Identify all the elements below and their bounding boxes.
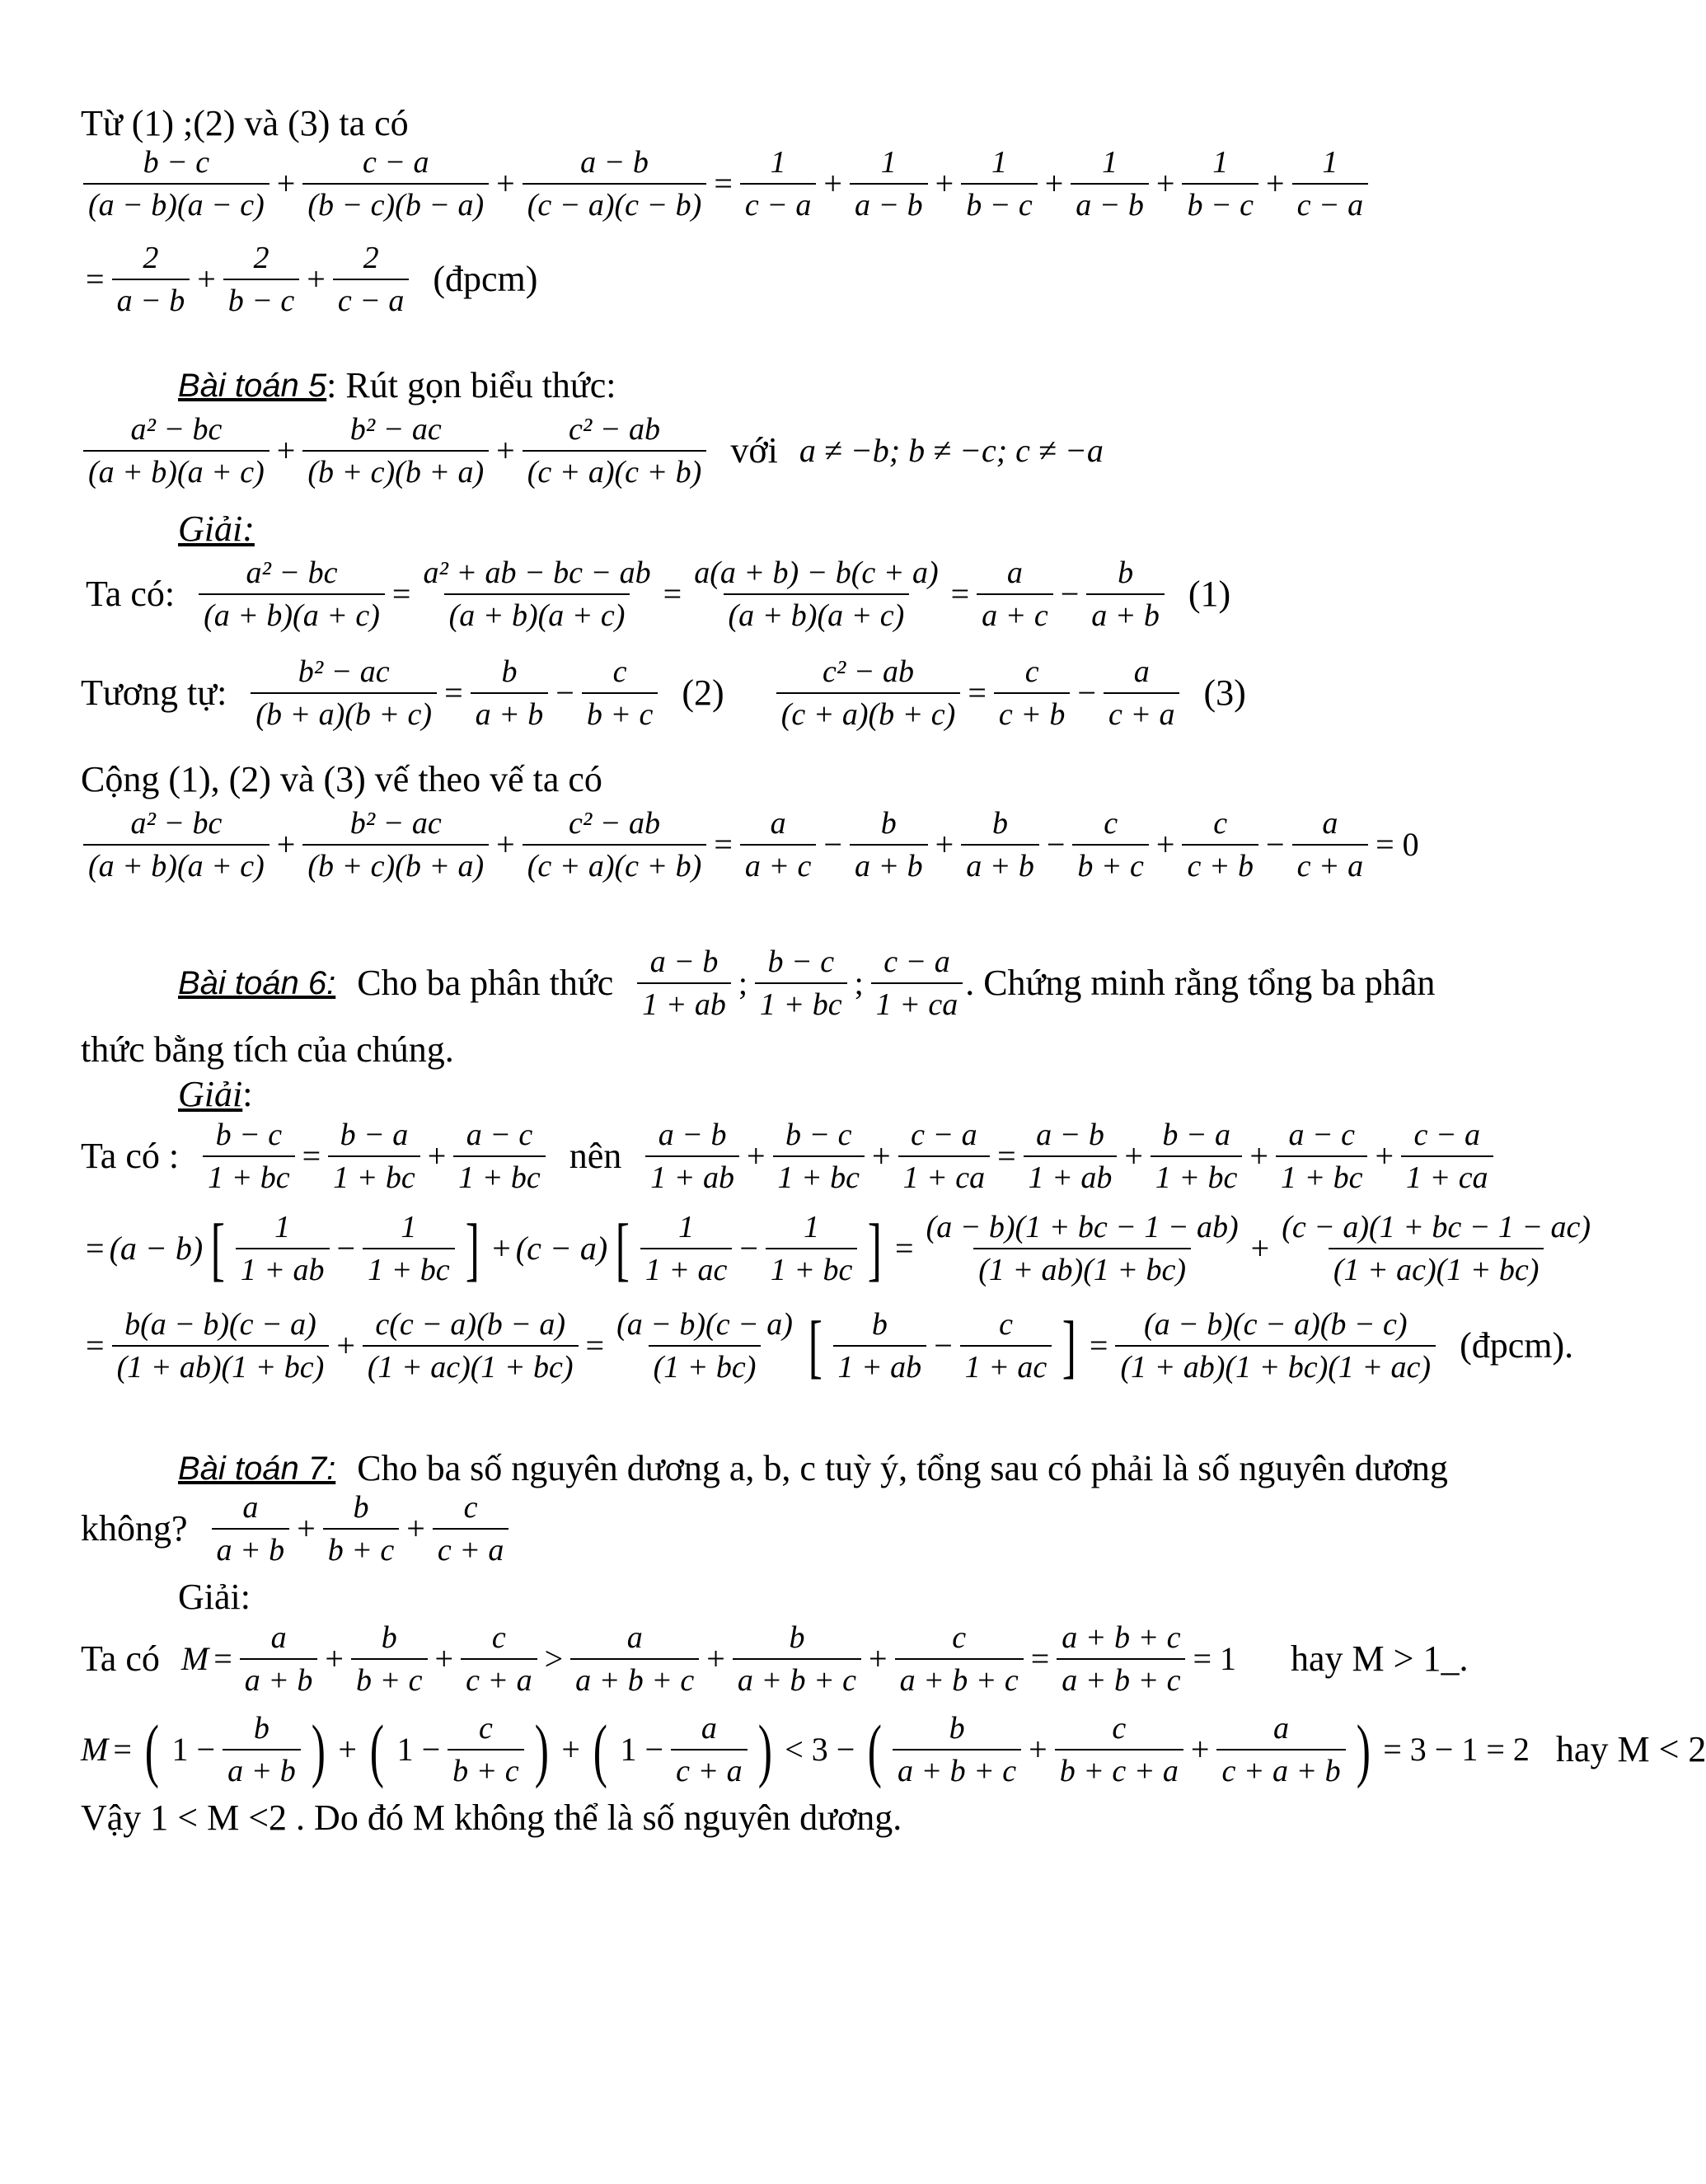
fraction: $\frac{\text{c² − ab}}{(c + a)(b + c)}$	[776, 656, 961, 730]
fraction: $\frac{a(a + b) - b(c + a)}{(a + b)(a + c)}$	[694, 555, 939, 633]
fraction: $\frac{c}{b + c}$	[448, 1713, 524, 1787]
fraction: $\frac{\text{b² − ac}}{(b + c)(b + a)}$	[302, 808, 489, 882]
p7-intro: Bài toán 7: Cho ba số nguyên dương a, b, c tuỳ ý, tổng sau có phải là số nguyên dương	[178, 1448, 1448, 1488]
p5-tuongtu: Tương tự:	[81, 673, 227, 713]
fraction: $\frac{a + b + c}{a + b + c}$	[1057, 1622, 1185, 1696]
fraction: $\frac{\text{b² − ac}}{(b + a)(b + c)}$	[251, 656, 437, 730]
fraction: $\frac{c}{c + a}$	[433, 1492, 509, 1566]
fraction: $\frac{1}{1 + bc}$	[363, 1212, 455, 1286]
fraction: $\frac{1}{a - b}$	[1071, 147, 1149, 221]
p6-line1: Ta có : $\frac{b - c}{1 + bc}$ = $\frac{b - a}{1 + bc}$ + $\frac{a - c}{1 + bc}$ nên $\frac{a - b}{1 + ab}$ + $\frac{b - c}{1 + bc}$ + $\frac{c - a}{1 + ca}$ = $\frac{a - b}{1 + ab}$ + $\frac{b - a}{1 + bc}$ + $\frac{a - c}{1 + bc}$ + $\frac{c - a}{1 + ca}$	[81, 1119, 1496, 1193]
fraction: $\frac{a - c}{1 + bc}$	[453, 1119, 546, 1193]
fraction: $\frac{1}{c - a}$	[1292, 147, 1369, 221]
p6-line3: = $\frac{b(a - b)(c - a)}{(1 + ab)(1 + bc)}$ + $\frac{c(c - a)(b - a)}{(1 + ac)(1 + bc)}$ = $\frac{(a - b)(c - a)}{(1 + bc)}$ [ $\frac{b}{1 + ab}$ − $\frac{c}{1 + ac}$ ] = $\frac{(a - b)(c - a)(b - c)}{(1 + ab)(1 + bc)(1 + ac)}$ (đpcm).	[86, 1306, 1574, 1385]
fraction: $\frac{b}{b + c}$	[323, 1492, 400, 1566]
fraction: $\frac{c}{1 + ac}$	[960, 1309, 1052, 1383]
fraction: $\frac{\text{c² − ab}}{(c + a)(c + b)}$	[523, 414, 707, 488]
p7-conclusion: Vậy 1 < M <2 . Do đó M không thể là số nguyên dương.	[81, 1797, 902, 1838]
eq-tag: (2)	[682, 673, 724, 713]
fraction: $\frac{(a - b)(c - a)}{(1 + bc)}$	[616, 1307, 793, 1385]
fraction: $\frac{c}{b + c + a}$	[1055, 1713, 1183, 1787]
fraction: $\frac{a - c}{1 + bc}$	[1276, 1119, 1368, 1193]
fraction: $\frac{b}{1 + ab}$	[833, 1309, 927, 1383]
p6-intro2: thức bằng tích của chúng.	[81, 1029, 454, 1070]
p5-condition: a ≠ −b; b ≠ −c; c ≠ −a	[799, 432, 1104, 469]
eq-tag: (1)	[1188, 574, 1231, 614]
fraction: $\frac{\text{a² + ab − bc − ab}}{(a + b)(a + c)}$	[423, 555, 651, 633]
fraction: $\frac{b - c}{1 + bc}$	[755, 946, 847, 1020]
fraction: $\frac{1}{b - c}$	[961, 147, 1038, 221]
p5-heading	[178, 365, 616, 405]
fraction: $\frac{c}{b + c}$	[582, 656, 658, 730]
fraction: $\frac{a}{a + c}$	[740, 808, 817, 882]
dpcm-label: (đpcm).	[1460, 1325, 1574, 1366]
fraction: $\frac{b - c}{1 + bc}$	[203, 1119, 295, 1193]
fraction: $\frac{c - a}{1 + ca}$	[871, 946, 963, 1020]
fraction: $\frac{\text{c² − ab}}{(c + a)(c + b)}$	[523, 808, 707, 882]
p6-line2: = (a − b) [ $\frac{1}{1 + ab}$ − $\frac{1}{1 + bc}$ ] + (c − a) [ $\frac{1}{1 + ac}$ − $\frac{1}{1 + bc}$ ] = $\frac{(a - b)(1 + bc - 1 - ab)}{(1 + ab)(1 + bc)}$ + $\frac{(c - a)(1 + bc - 1 - ac)}{(1 + ac)(1 + bc)}$	[81, 1212, 1598, 1286]
p5-line1: Ta có: $\frac{\text{a² − bc}}{(a + b)(a + c)}$ = $\frac{\text{a² + ab − bc − ab}}{(a + b)(a + c)}$ = $\frac{a(a + b) - b(c + a)}{(a + b)(a + c)}$ = $\frac{a}{a + c}$ − $\frac{b}{a + b}$ (1)	[86, 555, 1231, 633]
fraction: $\frac{c - a}{1 + ca}$	[1401, 1119, 1493, 1193]
fraction: $\frac{b}{a + b}$	[961, 808, 1039, 882]
fraction: $\frac{a}{c + a}$	[1292, 808, 1369, 882]
fraction: $\frac{b}{a + b}$	[471, 656, 549, 730]
p5-title: : Rút gọn biểu thức:	[326, 365, 616, 405]
fraction: $\frac{1}{b - c}$	[1182, 147, 1258, 221]
p5-heading-label: Bài toán 5	[178, 368, 327, 404]
fraction: $\frac{1}{1 + ab}$	[236, 1212, 330, 1286]
fraction: $\frac{a}{a + b}$	[240, 1622, 318, 1696]
fraction: $\frac{c(c - a)(b - a)}{(1 + ac)(1 + bc)}$	[363, 1309, 579, 1383]
fraction: $\frac{b}{a + b}$	[223, 1713, 301, 1787]
fraction: $\frac{c}{a + b + c}$	[895, 1622, 1024, 1696]
fraction: $\frac{1}{a - b}$	[850, 147, 928, 221]
fraction: $\frac{1}{1 + ac}$	[640, 1212, 733, 1286]
fraction: $\frac{a - b}{(c - a)(c - b)}$	[523, 147, 707, 221]
fraction: $\frac{a}{c + a}$	[671, 1713, 748, 1787]
fraction: $\frac{(a - b)(1 + bc - 1 - ab)}{(1 + ab)(1 + bc)}$	[926, 1210, 1239, 1287]
p5-zero: = 0	[1376, 826, 1419, 863]
fraction: $\frac{c}{c + a}$	[461, 1622, 537, 1696]
fraction: $\frac{c}{b + c}$	[1072, 808, 1149, 882]
fraction: $\frac{1}{c - a}$	[740, 147, 817, 221]
fraction: $\frac{a}{c + a}$	[1104, 656, 1180, 730]
fraction: $\frac{a}{a + b}$	[212, 1492, 290, 1566]
fraction: $\frac{b - c}{1 + bc}$	[773, 1119, 865, 1193]
p5-giai: Giải:	[178, 509, 255, 549]
s1-line1: $\frac{b - c}{(a - b)(a - c)}$ + $\frac{c - a}{(b - c)(b - a)}$ + $\frac{a - b}{(c - a)(c - b)}$ = $\frac{1}{c - a}$ + $\frac{1}{a - b}$ + $\frac{1}{b - c}$ + $\frac{1}{a - b}$ + $\frac{1}{b - c}$ + $\frac{1}{c - a}$	[81, 147, 1371, 221]
fraction: $\frac{b - a}{1 + bc}$	[1151, 1119, 1243, 1193]
fraction: $\frac{b - a}{1 + bc}$	[328, 1119, 420, 1193]
p7-line1: Ta có M = $\frac{a}{a + b}$ + $\frac{b}{b + c}$ + $\frac{c}{c + a}$ > $\frac{a}{a + b + c}$ + $\frac{b}{a + b + c}$ + $\frac{c}{a + b + c}$ = $\frac{a + b + c}{a + b + c}$ = 1 hay M > 1 _.	[81, 1620, 1469, 1698]
p5-line2: Tương tự: $\frac{\text{b² − ac}}{(b + a)(b + c)}$ = $\frac{b}{a + b}$ − $\frac{c}{b + c}$ (2) $\frac{\text{c² − ab}}{(c + a)(b + c)}$ = $\frac{c}{c + b}$ − $\frac{a}{c + a}$ (3)	[81, 654, 1246, 732]
fraction: $\frac{a - b}{1 + ab}$	[1024, 1119, 1118, 1193]
fraction: $\frac{2}{c - a}$	[333, 242, 410, 316]
fraction: $\frac{c}{c + b}$	[1182, 808, 1258, 882]
fraction: $\frac{b}{a + b + c}$	[733, 1622, 861, 1696]
p5-cong: Cộng (1), (2) và (3) vế theo vế ta có	[81, 759, 602, 799]
p7-giai: Giải:	[178, 1577, 251, 1617]
p7-heading: Bài toán 7:	[178, 1451, 336, 1487]
fraction: $\frac{2}{a - b}$	[112, 242, 190, 316]
p5-taco: Ta có:	[86, 574, 176, 614]
s1-intro: Từ (1) ;(2) và (3) ta có	[81, 103, 409, 143]
p6-giai: Giải :	[178, 1074, 253, 1114]
fraction: $\frac{a}{c + a + b}$	[1216, 1713, 1345, 1787]
fraction: $\frac{(a - b)(c - a)(b - c)}{(1 + ab)(1 + bc)(1 + ac)}$	[1115, 1309, 1436, 1383]
fraction: $\frac{1}{1 + bc}$	[766, 1212, 858, 1286]
fraction: $\frac{b - c}{(a - b)(a - c)}$	[83, 147, 269, 221]
fraction: $\frac{b}{a + b + c}$	[893, 1713, 1021, 1787]
fraction: $\frac{\text{a² − bc}}{(a + b)(a + c)}$	[199, 557, 385, 631]
fraction: $\frac{b}{b + c}$	[351, 1622, 428, 1696]
fraction: $\frac{\text{a² − bc}}{(a + b)(a + c)}$	[83, 414, 269, 488]
p6-heading: Bài toán 6:	[178, 965, 336, 1001]
fraction: $\frac{c}{c + b}$	[994, 656, 1071, 730]
fraction: $\frac{b}{a + b}$	[850, 808, 928, 882]
fraction: $\frac{c - a}{1 + ca}$	[898, 1119, 991, 1193]
p6-intro: Bài toán 6: Cho ba phân thức $\frac{a - b}{1 + ab}$ ; $\frac{b - c}{1 + bc}$ ; $\frac{c - a}{1 + ca}$ . Chứng minh rằng tổng ba phân	[178, 944, 1436, 1022]
fraction: $\frac{c - a}{(b - c)(b - a)}$	[302, 147, 489, 221]
p7-question: không? $\frac{a}{a + b}$ + $\frac{b}{b + c}$ + $\frac{c}{c + a}$	[81, 1492, 511, 1566]
eq-tag: (3)	[1203, 673, 1246, 713]
fraction: $\frac{a}{a + c}$	[977, 557, 1053, 631]
fraction: $\frac{b(a - b)(c - a)}{(1 + ab)(1 + bc)}$	[112, 1309, 330, 1383]
fraction: $\frac{a - b}{1 + ab}$	[637, 946, 731, 1020]
p5-voi: với	[730, 430, 778, 471]
fraction: $\frac{a}{a + b + c}$	[570, 1622, 699, 1696]
fraction: $\frac{a - b}{1 + ab}$	[645, 1119, 739, 1193]
p5-expression: $\frac{\text{a² − bc}}{(a + b)(a + c)}$ + $\frac{\text{b² − ac}}{(b + c)(b + a)}$ + $\frac{\text{c² − ab}}{(c + a)(c + b)}$ với a ≠ −b; b ≠ −c; c ≠ −a	[81, 414, 1104, 488]
p5-line3: $\frac{\text{a² − bc}}{(a + b)(a + c)}$ + $\frac{\text{b² − ac}}{(b + c)(b + a)}$ + $\frac{\text{c² − ab}}{(c + a)(c + b)}$ = $\frac{a}{a + c}$ − $\frac{b}{a + b}$ + $\frac{b}{a + b}$ − $\frac{c}{b + c}$ + $\frac{c}{c + b}$ − $\frac{a}{c + a}$ = 0	[81, 808, 1424, 882]
fraction: $\frac{b}{a + b}$	[1086, 557, 1165, 631]
fraction: $\frac{2}{b - c}$	[223, 242, 300, 316]
p7-line2: M = ( 1 − $\frac{b}{a + b}$ ) + ( 1 − $\frac{c}{b + c}$ ) + ( 1 − $\frac{a}{c + a}$ ) < 3 − ( $\frac{b}{a + b + c}$ + $\frac{c}{b + c + a}$ + $\frac{a}{c + a + b}$ ) = 3 − 1 = 2 hay M < 2	[81, 1710, 1706, 1789]
dpcm-label: (đpcm)	[433, 259, 538, 299]
s1-line2: = $\frac{2}{a - b}$ + $\frac{2}{b - c}$ + $\frac{2}{c - a}$ (đpcm)	[86, 241, 538, 318]
fraction: $\frac{\text{a² − bc}}{(a + b)(a + c)}$	[83, 808, 269, 882]
fraction: $\frac{(c - a)(1 + bc - 1 - ac)}{(1 + ac)(1 + bc)}$	[1282, 1210, 1591, 1287]
fraction: $\frac{\text{b² − ac}}{(b + c)(b + a)}$	[302, 414, 489, 488]
